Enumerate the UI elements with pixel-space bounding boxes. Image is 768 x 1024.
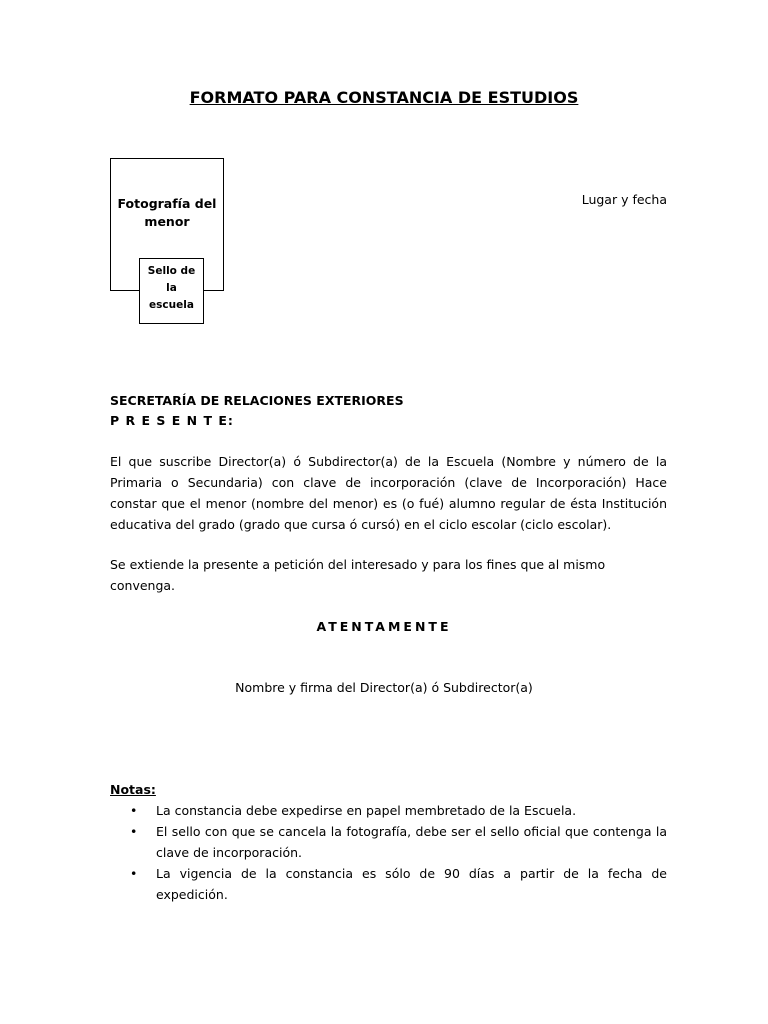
school-seal-box: Sello de la escuela [139,258,204,324]
bullet-icon: • [130,824,138,839]
notes-list [110,800,667,905]
notes-title: Notas: [110,782,156,797]
bullet-icon: • [130,866,138,881]
closing-atentamente: ATENTAMENTE [316,619,452,634]
body-paragraph-1: El que suscribe Director(a) ó Subdirector(a) de la Escuela (Nombre y número de la Primaria o Secundaria) con clave de incorporación (clave de Incorporación) Hace constar que el menor (nombre del menor) es (o fué) alumno regular de ésta Institución educativa del grado (grado que cursa ó cursó) en el ciclo escolar (ciclo escolar). [110,454,667,532]
document-title: FORMATO PARA CONSTANCIA DE ESTUDIOS [189,88,579,107]
bullet-icon: • [130,803,138,818]
recipient-heading: SECRETARÍA DE RELACIONES EXTERIORES [110,393,404,408]
list-item: • La constancia debe expedirse en papel membretado de la Escuela. [110,800,667,821]
presente-line: P R E S E N T E: [110,413,234,428]
signature-line: Nombre y firma del Director(a) ó Subdirector(a) [235,680,533,695]
list-item: • El sello con que se cancela la fotografía, debe ser el sello oficial que contenga la clave de incorporación. [110,821,667,863]
photo-label: Fotografía del menor [117,196,217,229]
body-paragraph-2: Se extiende la presente a petición del interesado y para los fines que al mismo convenga. [110,557,606,593]
place-and-date: Lugar y fecha [581,192,667,207]
list-item: • La vigencia de la constancia es sólo de 90 días a partir de la fecha de expedición. [110,863,667,905]
